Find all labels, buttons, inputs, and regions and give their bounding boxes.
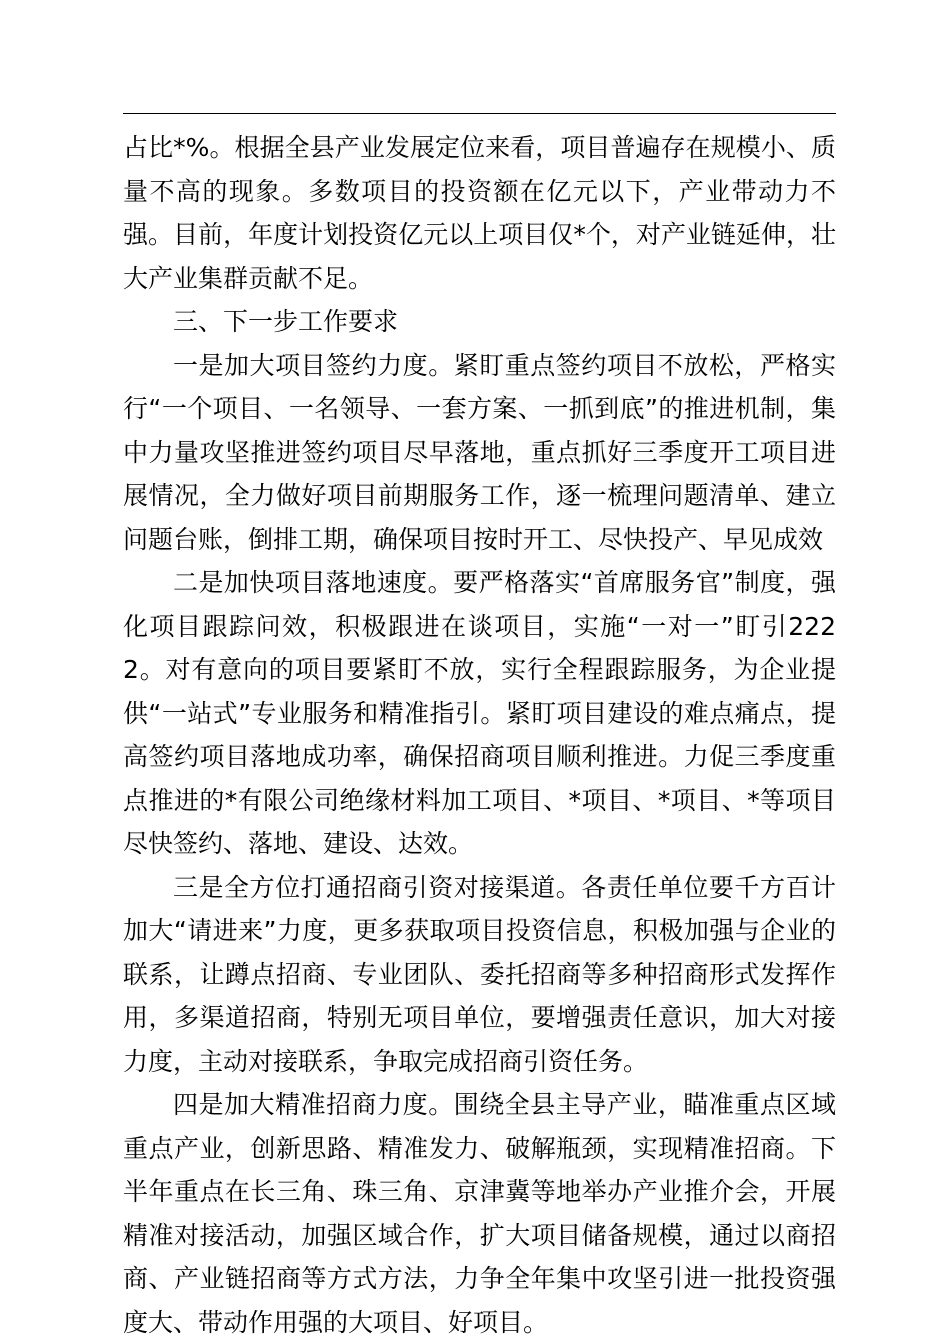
document-body (123, 126, 836, 1344)
header-rule (123, 113, 836, 114)
paragraph-item-3: 三是全方位打通招商引资对接渠道。各责任单位要千方百计加大“请进来”力度，更多获取项目投资信息，积极加强与企业的联系，让蹲点招商、专业团队、委托招商等多种招商形式发挥作用，多渠道招商，特别无项目单位，要增强责任意识，加大对接力度，主动对接联系，争取完成招商引资任务。 (123, 872, 836, 1076)
paragraph-item-4: 四是加大精准招商力度。围绕全县主导产业，瞄准重点区域重点产业，创新思路、精准发力、破解瓶颈，实现精准招商。下半年重点在长三角、珠三角、京津冀等地举办产业推介会，开展精准对接活动，加强区域合作，扩大项目储备规模，通过以商招商、产业链招商等方式方法，力争全年集中攻坚引进一批投资强度大、带动作用强的大项目、好项目。 (123, 1090, 836, 1337)
paragraph-item-1: 一是加大项目签约力度。紧盯重点签约项目不放松，严格实行“一个项目、一名领导、一套方案、一抓到底”的推进机制，集中力量攻坚推进签约项目尽早落地，重点抓好三季度开工项目进展情况，全力做好项目前期服务工作，逐一梳理问题清单、建立问题台账，倒排工期，确保项目按时开工、尽快投产、早见成效 (123, 350, 836, 554)
paragraph-continuation: 占比*%。根据全县产业发展定位来看，项目普遍存在规模小、质量不高的现象。多数项目的投资额在亿元以下，产业带动力不强。目前，年度计划投资亿元以上项目仅*个，对产业链延伸，壮大产业集群贡献不足。 (123, 133, 836, 293)
section-heading: 三、下一步工作要求 (173, 307, 399, 336)
paragraph-item-2: 二是加快项目落地速度。要严格落实“首席服务官”制度，强化项目跟踪问效，积极跟进在谈项目，实施“一对一”盯引2222。对有意向的项目要紧盯不放，实行全程跟踪服务，为企业提供“一站式”专业服务和精准指引。紧盯项目建设的难点痛点，提高签约项目落地成功率，确保招商项目顺利推进。力促三季度重点推进的*有限公司绝缘材料加工项目、*项目、*项目、*等项目尽快签约、落地、建设、达效。 (123, 568, 836, 858)
